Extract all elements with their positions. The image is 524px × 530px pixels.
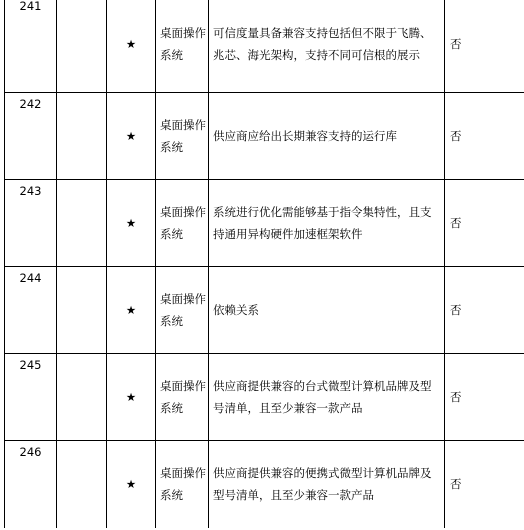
blank-cell: [57, 180, 107, 267]
table-row: [5, 0, 524, 93]
blank-cell: [57, 354, 107, 441]
row-number-cell: [5, 180, 57, 267]
row-number-cell: [5, 267, 57, 354]
table-row: [5, 441, 524, 528]
requirements-table: [4, 0, 524, 528]
blank-cell: [57, 441, 107, 528]
category-cell: 桌面操作系统: [156, 180, 209, 267]
answer-cell: 否: [445, 93, 524, 180]
answer-cell: 否: [445, 354, 524, 441]
row-number: 246: [19, 445, 42, 459]
row-number-cell: [5, 441, 57, 528]
answer-cell: 否: [445, 0, 524, 93]
table-row: [5, 93, 524, 180]
row-number-cell: [5, 0, 57, 93]
category-cell: 桌面操作系统: [156, 441, 209, 528]
description-cell: 系统进行优化需能够基于指令集特性，且支持通用异构硬件加速框架软件: [209, 180, 445, 267]
table-row: [5, 267, 524, 354]
star-mark: ★: [107, 267, 156, 354]
blank-cell: [57, 93, 107, 180]
blank-cell: [57, 0, 107, 93]
table-row: [5, 180, 524, 267]
star-mark: ★: [107, 180, 156, 267]
description-cell: 可信度量具备兼容支持包括但不限于飞腾、兆芯、海光架构，支持不同可信根的展示: [209, 0, 445, 93]
star-mark: ★: [107, 354, 156, 441]
table-row: [5, 354, 524, 441]
star-mark: ★: [107, 441, 156, 528]
answer-cell: 否: [445, 441, 524, 528]
row-number: 242: [19, 97, 42, 111]
row-number: 244: [19, 271, 42, 285]
row-number: 245: [19, 358, 42, 372]
description-cell: 供应商应给出长期兼容支持的运行库: [209, 93, 445, 180]
answer-cell: 否: [445, 180, 524, 267]
description-cell: 依赖关系: [209, 267, 445, 354]
star-mark: ★: [107, 0, 156, 93]
row-number-cell: [5, 93, 57, 180]
row-number: 243: [19, 184, 42, 198]
description-cell: 供应商提供兼容的便携式微型计算机品牌及型号清单，且至少兼容一款产品: [209, 441, 445, 528]
category-cell: 桌面操作系统: [156, 0, 209, 93]
row-number: 241: [19, 0, 42, 13]
category-cell: 桌面操作系统: [156, 267, 209, 354]
row-number-cell: [5, 354, 57, 441]
category-cell: 桌面操作系统: [156, 354, 209, 441]
description-cell: 供应商提供兼容的台式微型计算机品牌及型号清单，且至少兼容一款产品: [209, 354, 445, 441]
category-cell: 桌面操作系统: [156, 93, 209, 180]
answer-cell: 否: [445, 267, 524, 354]
blank-cell: [57, 267, 107, 354]
star-mark: ★: [107, 93, 156, 180]
